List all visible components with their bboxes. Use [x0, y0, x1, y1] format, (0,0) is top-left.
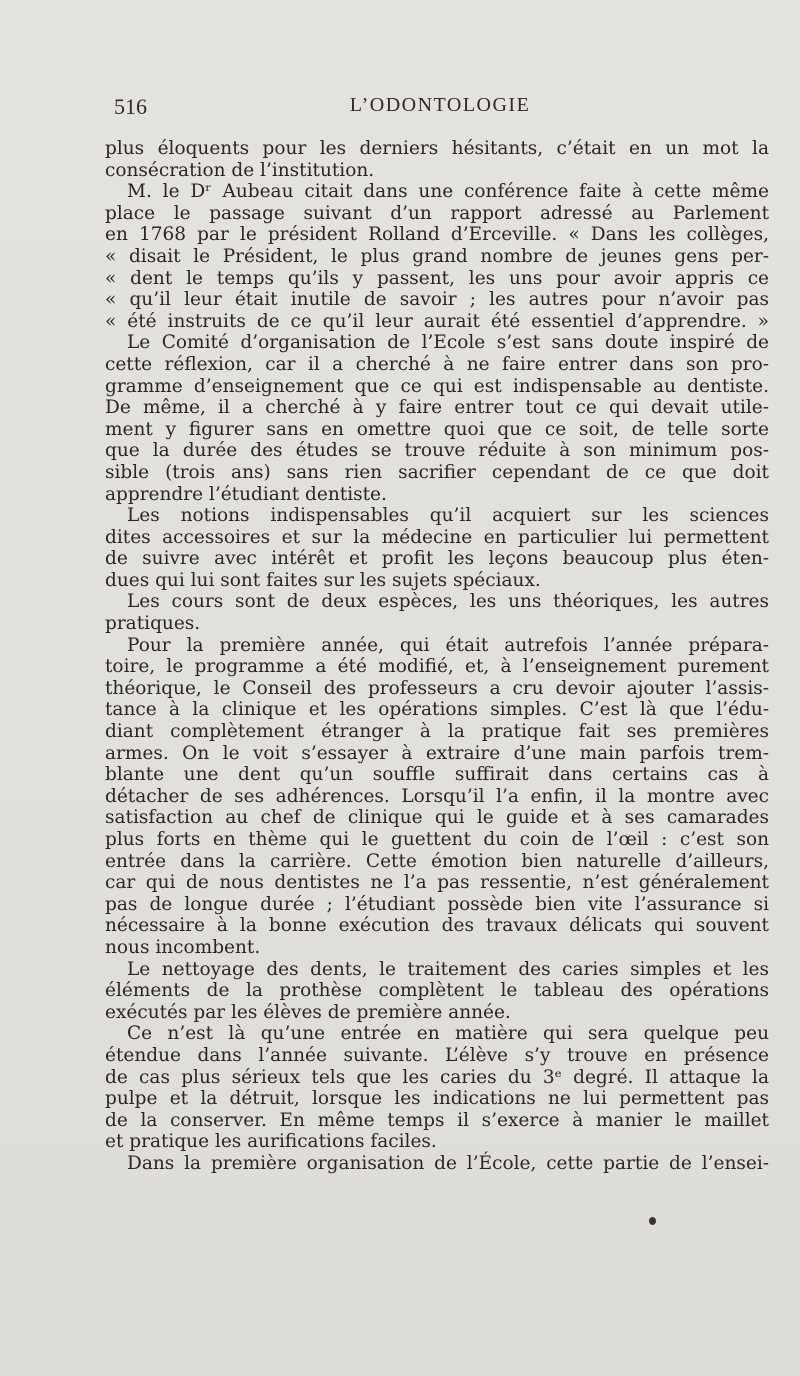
- text-line: blante une dent qu’un souffle suffirait dans certains cas à: [105, 764, 769, 786]
- text-line: nous incombent.: [105, 936, 261, 958]
- text-line: nécessaire à la bonne exécution des travaux délicats qui souvent: [105, 915, 769, 937]
- text-line: pulpe et la détruit, lorsque les indications ne lui permettent pas: [105, 1088, 769, 1110]
- text-line: sible (trois ans) sans rien sacrifier cependant de ce que doit: [105, 461, 769, 483]
- text-line: détacher de ses adhérences. Lorsqu’il l’a enfin, il la montre avec: [105, 785, 769, 807]
- text-line: théorique, le Conseil des professeurs a cru devoir ajouter l’assis-: [105, 677, 769, 699]
- page-header: [112, 92, 768, 122]
- page-number: 516: [114, 94, 147, 119]
- text-line: Les cours sont de deux espèces, les uns théoriques, les autres: [127, 591, 769, 613]
- text-line: plus éloquents pour les derniers hésitants, c’était en un mot la: [105, 138, 769, 159]
- text-line: de suivre avec intérêt et profit les leçons beaucoup plus éten-: [105, 548, 769, 570]
- text-line: pratiques.: [105, 613, 201, 635]
- text-line: Ce n’est là qu’une entrée en matière qui sera quelque peu: [127, 1023, 769, 1045]
- text-line: entrée dans la carrière. Cette émotion bien naturelle d’ailleurs,: [105, 850, 769, 872]
- text-line: M. le Dʳ Aubeau citait dans une conférence faite à cette même: [127, 181, 769, 203]
- text-line: car qui de nous dentistes ne l’a pas ressentie, n’est généralement: [105, 872, 769, 894]
- text-line: étendue dans l’année suivante. L’élève s’y trouve en présence: [105, 1044, 769, 1066]
- text-line: « disait le Président, le plus grand nombre de jeunes gens per-: [105, 245, 769, 267]
- text-line: de la conserver. En même temps il s’exerce à manier le maillet: [105, 1109, 769, 1131]
- text-line: en 1768 par le président Rolland d’Erceville. « Dans les collèges,: [105, 224, 769, 246]
- text-line: apprendre l’étudiant dentiste.: [105, 483, 387, 505]
- text-line: De même, il a cherché à y faire entrer tout ce qui devait utile-: [105, 397, 769, 419]
- text-line: tance à la clinique et les opérations simples. C’est là que l’édu-: [105, 699, 769, 721]
- text-line: plus forts en thème qui le guettent du coin de l’œil : c’est son: [105, 829, 769, 850]
- text-line: Le Comité d’organisation de l’Ecole s’est sans doute inspiré de: [127, 332, 769, 354]
- text-line: place le passage suivant d’un rapport adressé au Parlement: [105, 202, 769, 224]
- text-line: de cas plus sérieux tels que les caries du 3ᵉ degré. Il attaque la: [105, 1066, 769, 1088]
- text-line: et pratique les aurifications faciles.: [105, 1131, 437, 1153]
- text-line: satisfaction au chef de clinique qui le guide et à ses camarades: [105, 807, 769, 829]
- text-line: que la durée des études se trouve réduite à son minimum pos-: [105, 440, 769, 462]
- body-text: [105, 138, 769, 1175]
- text-line: ment y figurer sans en omettre quoi que ce soit, de telle sorte: [105, 418, 769, 440]
- text-line: Pour la première année, qui était autrefois l’année prépara-: [127, 634, 769, 656]
- text-line: dues qui lui sont faites sur les sujets spéciaux.: [105, 569, 541, 591]
- text-line: gramme d’enseignement que ce qui est indispensable au dentiste.: [105, 375, 769, 397]
- ink-spot: [649, 1217, 656, 1225]
- text-line: Les notions indispensables qu’il acquiert sur les sciences: [127, 505, 769, 527]
- text-line: armes. On le voit s’essayer à extraire d’une main parfois trem-: [105, 742, 769, 764]
- running-head: L’ODONTOLOGIE: [349, 94, 531, 116]
- text-line: toire, le programme a été modifié, et, à l’enseignement purement: [105, 656, 769, 678]
- text-line: exécutés par les élèves de première année.: [105, 1001, 511, 1023]
- text-line: Le nettoyage des dents, le traitement des caries simples et les: [127, 958, 769, 980]
- text-line: Dans la première organisation de l’École, cette partie de l’ensei-: [127, 1152, 769, 1174]
- text-line: « qu’il leur était inutile de savoir ; les autres pour n’avoir pas: [105, 289, 769, 311]
- text-line: consécration de l’institution.: [105, 159, 375, 181]
- text-line: éléments de la prothèse complètent le tableau des opérations: [105, 980, 769, 1002]
- text-line: « été instruits de ce qu’il leur aurait été essentiel d’apprendre. »: [105, 310, 769, 332]
- text-line: diant complètement étranger à la pratique fait ses premières: [105, 721, 769, 743]
- text-line: « dent le temps qu’ils y passent, les uns pour avoir appris ce: [105, 267, 769, 289]
- text-line: cette réflexion, car il a cherché à ne faire entrer dans son pro-: [105, 353, 769, 375]
- text-line: pas de longue durée ; l’étudiant possède bien vite l’assurance si: [105, 893, 769, 915]
- text-line: dites accessoires et sur la médecine en particulier lui permettent: [105, 526, 769, 548]
